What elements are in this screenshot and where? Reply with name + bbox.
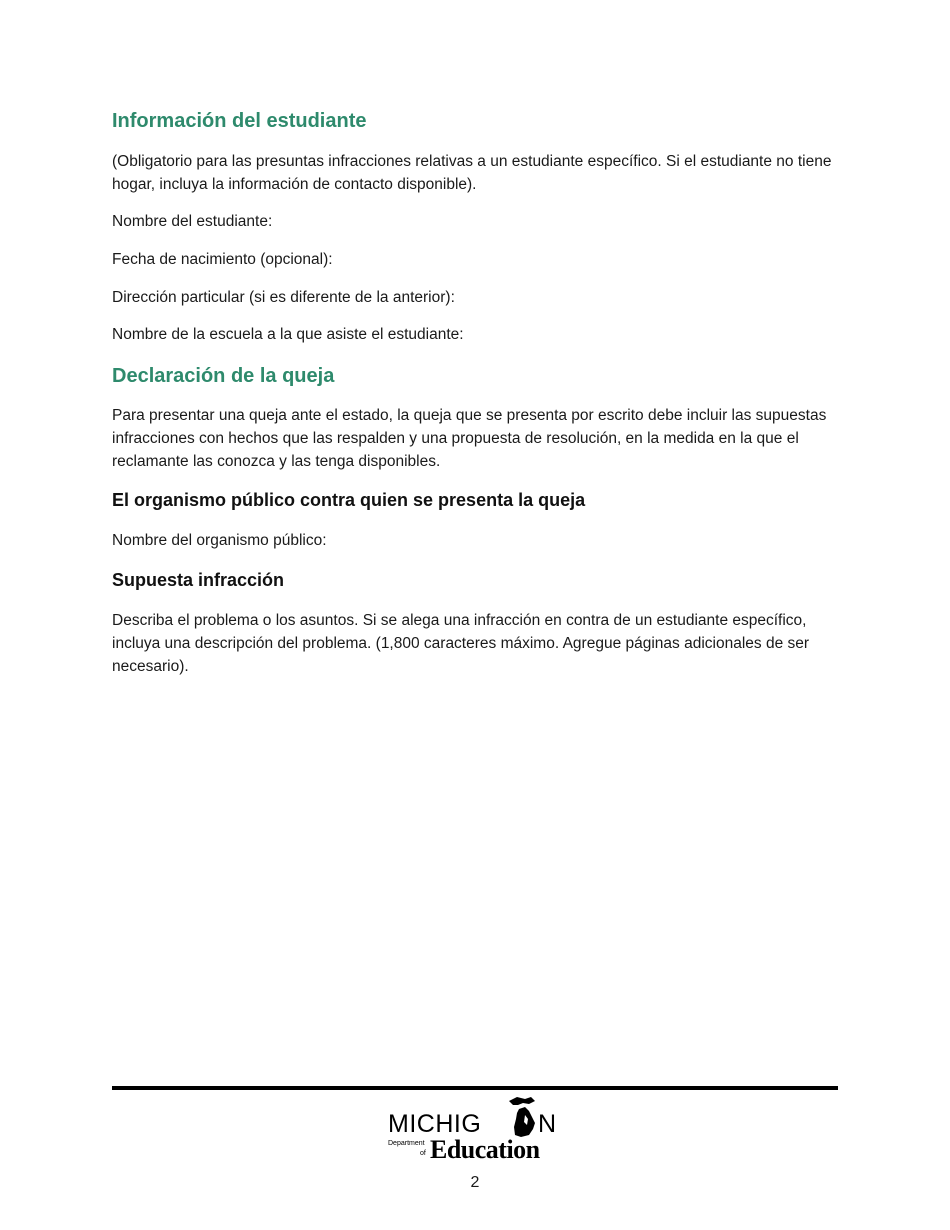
complaint-heading: Declaración de la queja <box>112 365 335 387</box>
student-info-note: (Obligatorio para las presuntas infracciones relativas a un estudiante específico. Si el estudiante no tiene hogar, incluya la información de contacto disponible). <box>112 153 832 193</box>
agency-heading: El organismo público contra quien se presenta la queja <box>112 490 586 510</box>
logo-of-text: of <box>420 1150 426 1157</box>
michigan-state-icon <box>505 1095 539 1139</box>
student-name-field: Nombre del estudiante: <box>112 213 273 230</box>
page-number: 2 <box>470 1174 480 1191</box>
school-name-field: Nombre de la escuela a la que asiste el estudiante: <box>112 326 464 343</box>
logo-education-text: Education <box>430 1135 540 1164</box>
footer-divider <box>112 1086 838 1090</box>
student-info-heading: Información del estudiante <box>112 110 367 132</box>
home-address-field: Dirección particular (si es diferente de la anterior): <box>112 289 455 306</box>
logo-michigan-text: MICHIG <box>388 1110 482 1138</box>
logo-michigan-last-letter: N <box>538 1110 557 1138</box>
michigan-education-logo <box>388 1095 563 1165</box>
birth-date-field: Fecha de nacimiento (opcional): <box>112 251 333 268</box>
logo-department-text: Department <box>388 1140 425 1147</box>
agency-name-field: Nombre del organismo público: <box>112 532 327 549</box>
violation-description: Describa el problema o los asuntos. Si se alega una infracción en contra de un estudiante específico, incluya una descripción del problema. (1,800 caracteres máximo. Agregue páginas adicionales de ser necesario). <box>112 612 810 675</box>
complaint-intro: Para presentar una queja ante el estado, la queja que se presenta por escrito debe incluir las supuestas infracciones con hechos que las respalden y una propuesta de resolución, en la medida en la que el reclamante las conozca y las tenga disponibles. <box>112 407 827 470</box>
violation-heading: Supuesta infracción <box>112 570 285 590</box>
